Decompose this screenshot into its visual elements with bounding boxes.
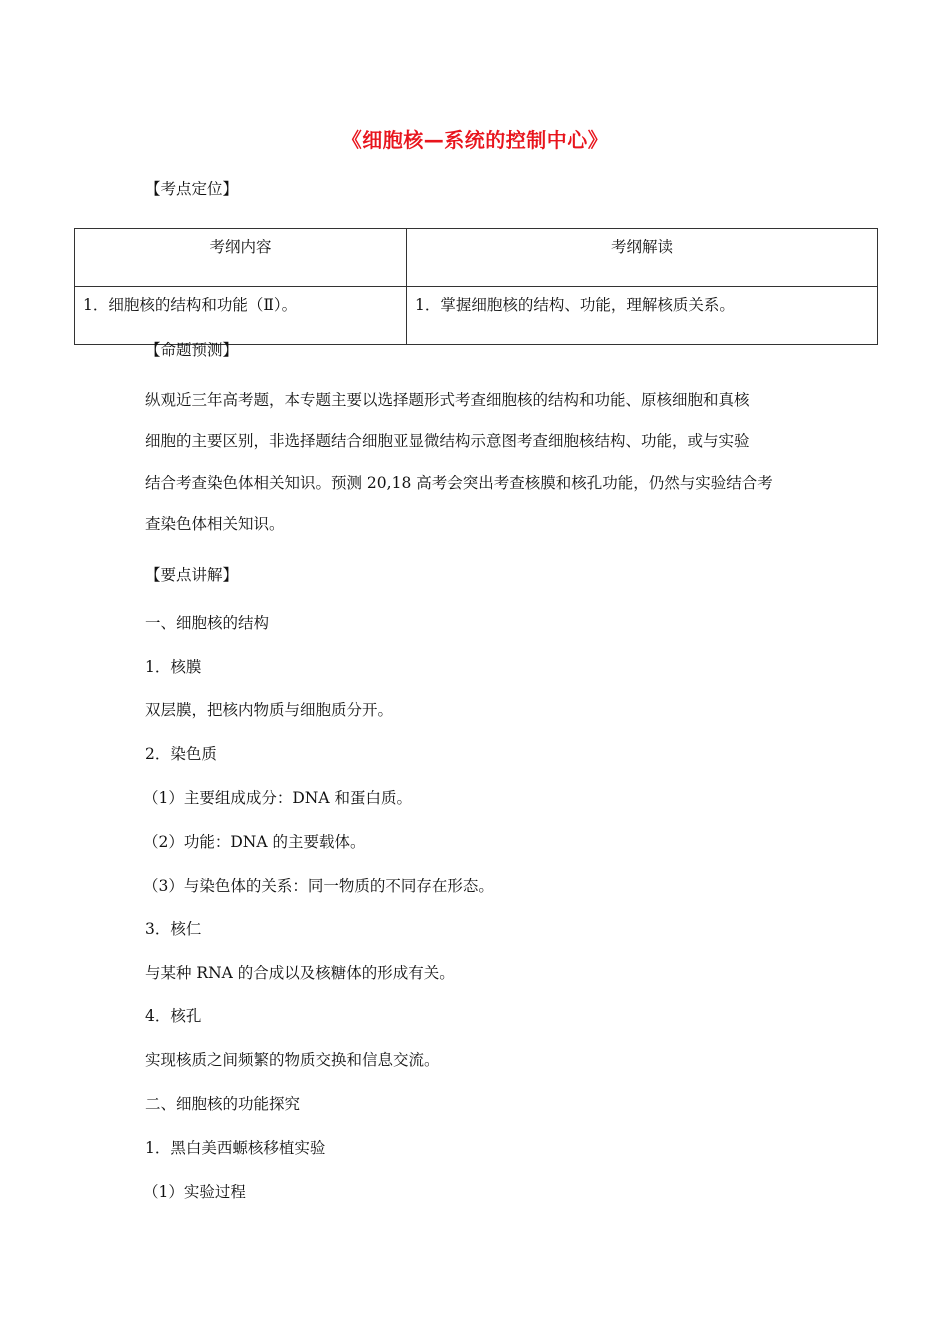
table-cell-content: 1．细胞核的结构和功能（Ⅱ）。	[75, 287, 407, 345]
paragraph: 双层膜，把核内物质与细胞质分开。	[145, 701, 394, 719]
subheading-experiment: 1．黑白美西螈核移植实验	[145, 1139, 326, 1157]
list-item: （3）与染色体的关系：同一物质的不同存在形态。	[143, 877, 494, 895]
paragraph: 实现核质之间频繁的物质交换和信息交流。	[145, 1051, 440, 1069]
prediction-line: 细胞的主要区别，非选择题结合细胞亚显微结构示意图考查细胞核结构、功能，或与实验	[145, 432, 750, 450]
list-item: （2）功能：DNA 的主要载体。	[143, 833, 366, 851]
table-header-row	[75, 229, 878, 287]
table-header-content: 考纲内容	[75, 229, 407, 287]
subheading-nuclear-envelope: 1．核膜	[145, 658, 202, 676]
subheading-nuclear-pore: 4．核孔	[145, 1007, 202, 1025]
subheading-chromatin: 2．染色质	[145, 745, 217, 763]
list-item: （1）实验过程	[143, 1183, 246, 1201]
table-header-interpretation: 考纲解读	[407, 229, 878, 287]
section-heading-mingti: 【命题预测】	[145, 341, 239, 359]
list-item: （1）主要组成成分：DNA 和蛋白质。	[143, 789, 412, 807]
heading-structure: 一、细胞核的结构	[145, 614, 270, 632]
table-cell-interpretation: 1．掌握细胞核的结构、功能，理解核质关系。	[407, 287, 878, 345]
subheading-nucleolus: 3．核仁	[145, 920, 202, 938]
prediction-line: 纵观近三年高考题，本专题主要以选择题形式考查细胞核的结构和功能、原核细胞和真核	[145, 391, 750, 409]
syllabus-table	[74, 228, 878, 345]
prediction-line: 查染色体相关知识。	[145, 515, 285, 533]
table-row	[75, 287, 878, 345]
document-title: 《细胞核—系统的控制中心》	[341, 128, 609, 152]
paragraph: 与某种 RNA 的合成以及核糖体的形成有关。	[145, 964, 455, 982]
prediction-line: 结合考查染色体相关知识。预测 20,18 高考会突出考查核膜和核孔功能，仍然与实验结合考	[145, 474, 773, 492]
section-heading-yaodian: 【要点讲解】	[145, 566, 239, 584]
section-heading-kaodian: 【考点定位】	[145, 180, 239, 198]
heading-function: 二、细胞核的功能探究	[145, 1095, 301, 1113]
